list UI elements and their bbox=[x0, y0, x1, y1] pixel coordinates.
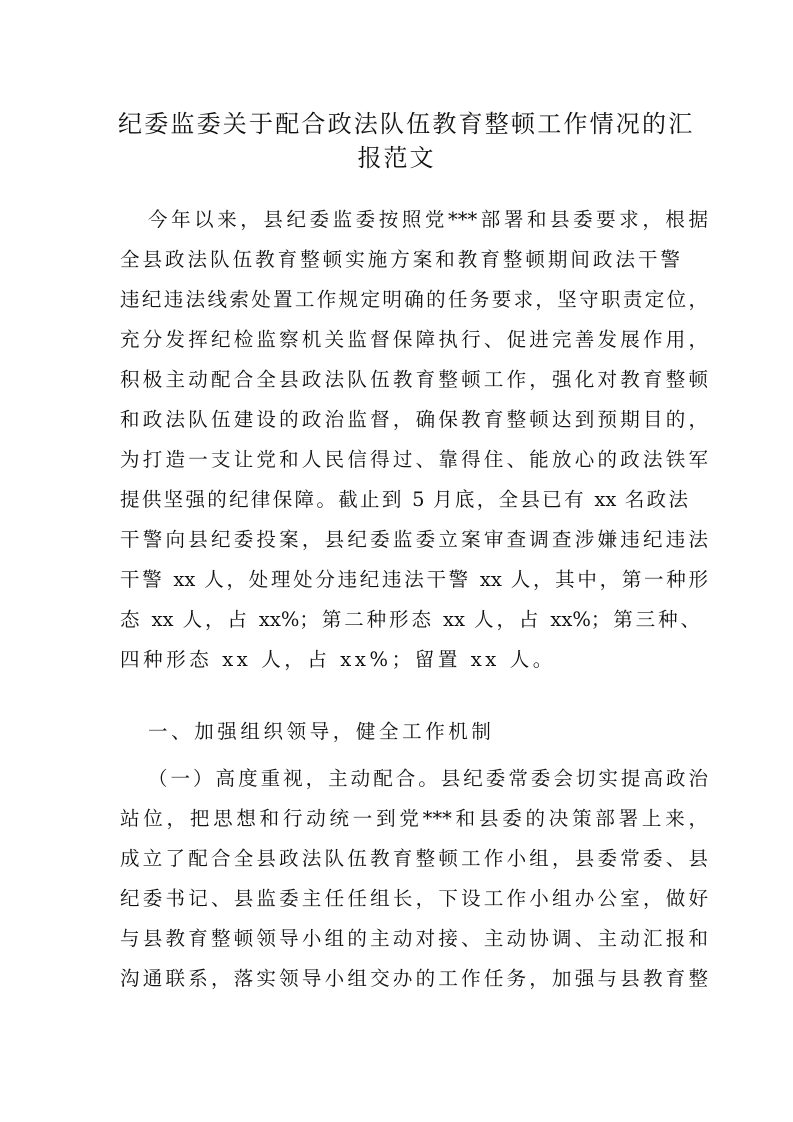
text-line: 提供坚强的纪律保障。截止到 5 月底，全县已有 xx 名政法 bbox=[120, 488, 688, 511]
text-line: 干警 xx 人，处理处分违纪违法干警 xx 人，其中，第一种形 bbox=[120, 568, 708, 591]
text-line: 四种形态 xx 人，占 xx%；留置 xx 人。 bbox=[120, 648, 556, 671]
paragraph-intro bbox=[120, 200, 708, 680]
text-line: 全县政法队伍教育整顿实施方案和教育整顿期间政法干警 bbox=[120, 248, 680, 271]
text-line: 沟通联系，落实领导小组交办的工作任务，加强与县教育整 bbox=[120, 967, 708, 990]
text-line: 与县教育整顿领导小组的主动对接、主动协调、主动汇报和 bbox=[120, 927, 708, 950]
text-line: 站位，把思想和行动统一到党***和县委的决策部署上来， bbox=[120, 807, 708, 830]
text-line: 今年以来，县纪委监委按照党***部署和县委要求，根据 bbox=[148, 208, 708, 231]
document-title-line-2: 报范文 bbox=[357, 144, 436, 172]
text-line: 违纪违法线索处置工作规定明确的任务要求，坚守职责定位， bbox=[120, 288, 708, 311]
text-line: 态 xx 人，占 xx%；第二种形态 xx 人，占 xx%；第三种、 bbox=[120, 608, 700, 631]
section-heading-text: 一、加强组织领导，健全工作机制 bbox=[148, 720, 495, 743]
text-line: 充分发挥纪检监察机关监督保障执行、促进完善发展作用， bbox=[120, 328, 708, 351]
text-line: 干警向县纪委投案，县纪委监委立案审查调查涉嫌违纪违法 bbox=[120, 528, 708, 551]
text-line: 积极主动配合全县政法队伍教育整顿工作，强化对教育整顿 bbox=[120, 368, 708, 391]
text-line: 和政法队伍建设的政治监督，确保教育整顿达到预期目的， bbox=[120, 408, 708, 431]
text-line: 为打造一支让党和人民信得过、靠得住、能放心的政法铁军 bbox=[120, 448, 708, 471]
paragraph-section-1-1 bbox=[120, 759, 708, 999]
text-line: （一）高度重视，主动配合。县纪委常委会切实提高政治 bbox=[148, 767, 708, 790]
text-line: 纪委书记、县监委主任任组长，下设工作小组办公室，做好 bbox=[120, 887, 708, 910]
section-heading bbox=[120, 712, 708, 752]
text-line: 成立了配合全县政法队伍教育整顿工作小组，县委常委、县 bbox=[120, 847, 708, 870]
document-title-line-1: 纪委监委关于配合政法队伍教育整顿工作情况的汇 bbox=[118, 110, 695, 138]
